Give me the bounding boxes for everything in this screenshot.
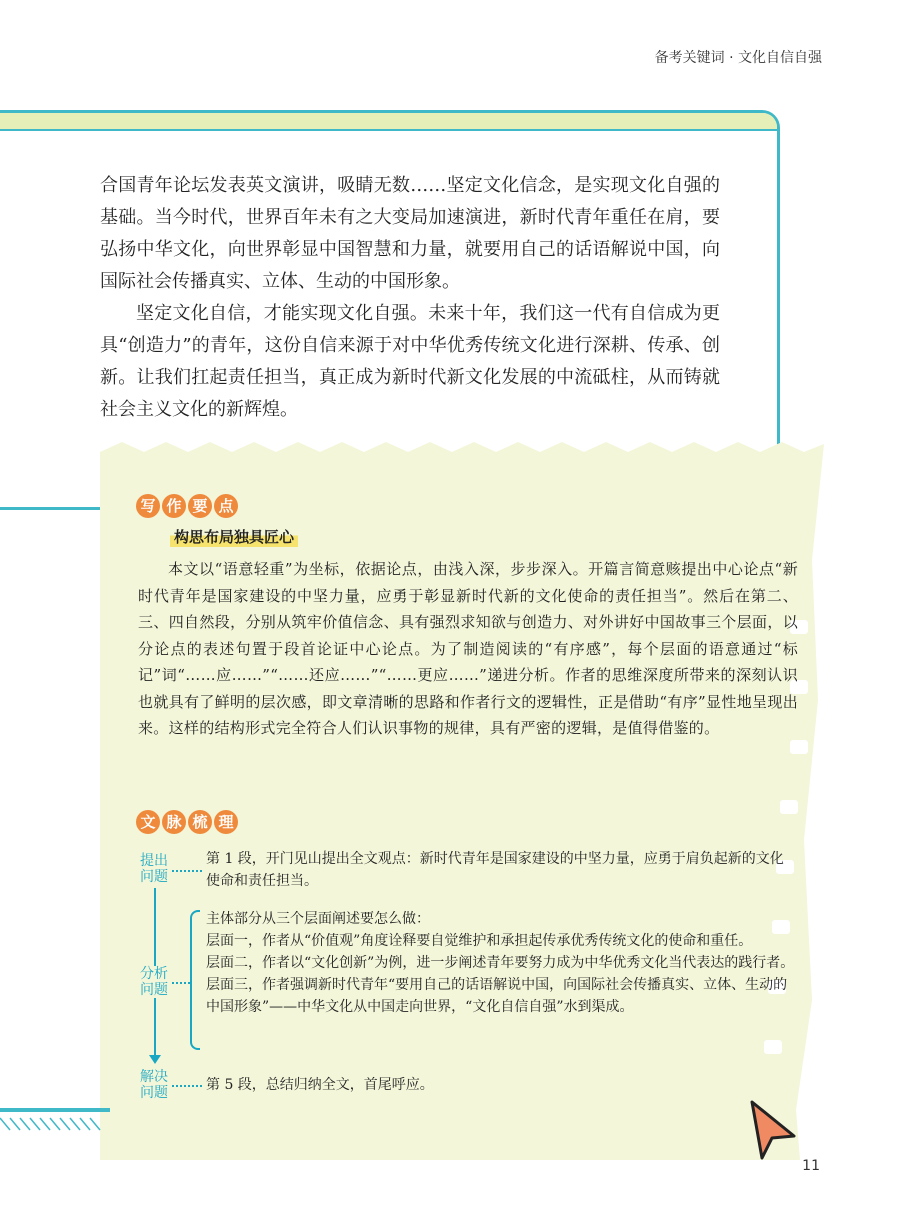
essay-paragraph: 合国青年论坛发表英文演讲，吸睛无数……坚定文化信念，是实现文化自强的基础。当今时代，世界百年未有之大变局加速演进，新时代青年重任在肩，要弘扬中华文化，向世界彰显中国智慧和力量，就要用自己的话语解说中国，向国际社会传播真实、立体、生动的中国形象。 (100, 175, 720, 292)
step-line: 第 5 段，总结归纳全文，首尾呼应。 (206, 1077, 434, 1093)
title-char: 要 (188, 494, 212, 518)
tag-raise-question (136, 853, 172, 885)
step-analyze-text (206, 908, 796, 1018)
title-char: 点 (214, 494, 238, 518)
title-char: 梳 (188, 810, 212, 834)
tag-line: 问题 (140, 982, 168, 998)
outline-title (136, 810, 238, 834)
title-char: 脉 (162, 810, 186, 834)
card-top-band (0, 113, 777, 131)
title-char: 作 (162, 494, 186, 518)
writing-paragraph: 本文以“语意轻重”为坐标，依据论点，由浅入深，步步深入。开篇言简意赅提出中心论点“新时代青年是国家建设的中坚力量，应勇于彰显新时代新的文化使命的责任担当”。然后在第二、三、四自然段，分别从筑牢价值信念、具有强烈求知欲与创造力、对外讲好中国故事三个层面，以分论点的表述句置于段首论证中心论点。为了制造阅读的“有序感”，每个层面的语意通过“标记”词“……应……”“……还应……”“……更应……”递进分析。作者的思维深度所带来的深刻认识也就具有了鲜明的层次感，即文章清晰的思路和作者行文的逻辑性，正是借助“有序”显性地呈现出来。这样的结构形式完全符合人们认识事物的规律，具有严密的逻辑，是值得借鉴的。 (138, 560, 798, 737)
step-line: 层面一，作者从“价值观”角度诠释要自觉维护和承担起传承优秀传统文化的使命和重任。 (206, 933, 753, 949)
essay-text (100, 170, 720, 426)
writing-points-body (138, 556, 798, 742)
corner-arrow-icon (748, 1100, 798, 1160)
paper-hole (780, 800, 798, 814)
stripe-decoration (0, 1108, 110, 1138)
title-char: 文 (136, 810, 160, 834)
step-line: 层面二，作者以“文化创新”为例，进一步阐述青年要努力成为中华优秀文化当代表达的践行者。 (206, 955, 795, 971)
brace (190, 910, 200, 1050)
tag-line: 问题 (140, 1085, 168, 1101)
step-line: 层面三，作者强调新时代青年“要用自己的话语解说中国，向国际社会传播真实、立体、生动的中国形象”——中华文化从中国走向世界，“文化自信自强”水到渠成。 (206, 977, 788, 1015)
title-char: 写 (136, 494, 160, 518)
tag-analyze-question (136, 966, 172, 998)
tag-line: 问题 (140, 869, 168, 885)
writing-points-title (136, 494, 238, 518)
title-char: 理 (214, 810, 238, 834)
tag-line: 提出 (140, 853, 168, 869)
dotted-leader (172, 1085, 202, 1087)
tag-line: 解决 (140, 1069, 168, 1085)
step-line: 主体部分从三个层面阐述要怎么做： (206, 911, 430, 927)
dotted-leader (172, 870, 202, 872)
writing-subheading: 构思布局独具匠心 (170, 526, 298, 547)
step-solve-text (206, 1074, 796, 1096)
step-raise-text (206, 848, 796, 892)
running-header: 备考关键词 · 文化自信自强 (654, 50, 822, 66)
step-line: 第 1 段，开门见山提出全文观点：新时代青年是国家建设的中坚力量，应勇于肩负起新的文化使命和责任担当。 (206, 851, 784, 889)
notepad-paper (100, 440, 828, 1160)
paper-hole (790, 740, 808, 754)
page-number: 11 (802, 1158, 820, 1174)
essay-paragraph: 坚定文化自信，才能实现文化自强。未来十年，我们这一代有自信成为更具“创造力”的青年，这份自信来源于对中华优秀传统文化进行深耕、传承、创新。让我们扛起责任担当，真正成为新时代新文化发展的中流砥柱，从而铸就社会主义文化的新辉煌。 (100, 303, 720, 420)
paper-shape (100, 440, 828, 1160)
dotted-leader (172, 982, 190, 984)
tag-line: 分析 (140, 966, 168, 982)
tag-solve-question (136, 1069, 172, 1101)
paper-hole (764, 1040, 782, 1054)
arrow-down-icon (149, 1055, 161, 1064)
